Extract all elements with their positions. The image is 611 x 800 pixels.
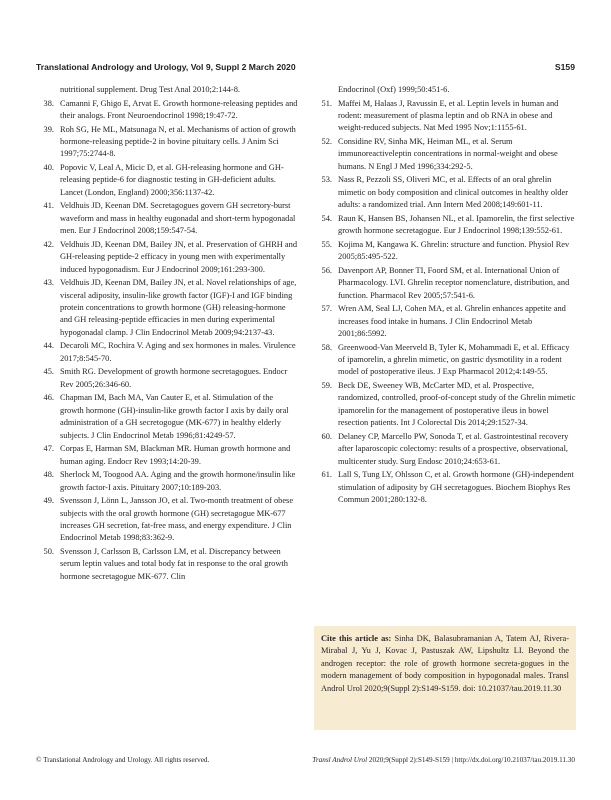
reference-text: Considine RV, Sinha MK, Heiman ML, et al. Serum immunoreactiveleptin concentrations in normal-weight and obese humans. N Engl J Med 1996;334:292-5.: [338, 137, 558, 171]
reference-item: [314, 84, 576, 96]
reference-item: [314, 174, 576, 211]
reference-text: Beck DE, Sweeney WB, McCarter MD, et al. Prospective, randomized, controlled, proof-of-concept study of the Ghrelin mimetic ipamorelin for the management of postoperative ileus in bowel resection patients. Int J Colorectal Dis 2014;29:1527-34.: [338, 381, 576, 428]
reference-text: Wren AM, Seal LJ, Cohen MA, et al. Ghrelin enhances appetite and increases food intake in humans. J Clin Endocrinol Metab 2001;86:5992.: [338, 304, 566, 339]
reference-item: [314, 136, 576, 173]
reference-text: Davenport AP, Bonner TI, Foord SM, et al. International Union of Pharmacology. LVI. Ghrelin receptor nomenclature, distribution, and function. Pharmacol Rev 2005;57:541-6.: [338, 265, 570, 300]
reference-number: 45.: [43, 367, 54, 377]
reference-item: [314, 431, 576, 468]
reference-text: Veldhuis JD, Keenan DM. Secretagogues govern GH secretory-burst waveform and mass in healthy eugonadal and short-term hypogonadal men. Eur J Endocrinol 2008;159:547-54.: [60, 201, 296, 236]
reference-item: [36, 239, 298, 276]
reference-number: 48.: [43, 470, 54, 480]
reference-text: Popovic V, Leal A, Micic D, et al. GH-releasing hormone and GH-releasing peptide-6 for diagnostic testing in GH-deficient adults. Lancet (London, England) 2000;356:1137-42.: [60, 163, 284, 197]
citation-box: [314, 626, 576, 730]
reference-number: 57.: [321, 304, 332, 314]
reference-number: 43.: [43, 278, 54, 288]
reference-item: [314, 213, 576, 238]
reference-text: Raun K, Hansen BS, Johansen NL, et al. Ipamorelin, the first selective growth hormone secretagogue. Eur J Endocrinol 1998;139:552-61.: [338, 213, 575, 236]
reference-text: Chapman IM, Bach MA, Van Cauter E, et al. Stimulation of the growth hormone (GH)-insulin-like growth factor I axis by daily oral administration of a GH secretogogue (MK-677) in healthy elderly subjects. J Clin Endocrinol Metab 1996;81:4249-57.: [60, 393, 289, 440]
citation-text: Sinha DK, Balasubramanian A, Tatem AJ, Rivera-Mirabal J, Yu J, Kovac J, Pastuszak AW, Lipshultz LI. Beyond the androgen receptor: the role of growth hormone secreta-gogues in the modern management of body composition in hypogonadal males. Transl Androl Urol 2020;9(Suppl 2):S149-S159. doi: 10.21037/tau.2019.11.30: [321, 634, 570, 693]
reference-number: 61.: [321, 470, 332, 480]
reference-item: [36, 340, 298, 365]
reference-text: Delaney CP, Marcello PW, Sonoda T, et al. Gastrointestinal recovery after laparoscopic colectomy: results of a prospective, observational, multicenter study. Surg Endosc 2010;24:653-61.: [338, 431, 569, 466]
reference-item: [314, 303, 576, 340]
reference-number: 59.: [321, 381, 332, 391]
reference-column-right: [314, 84, 576, 508]
reference-number: 53.: [321, 175, 332, 185]
reference-number: 58.: [321, 342, 332, 352]
reference-text: Kojima M, Kangawa K. Ghrelin: structure and function. Physiol Rev 2005;85:495-522.: [338, 239, 570, 262]
reference-number: 55.: [321, 239, 332, 249]
reference-number: 40.: [43, 163, 54, 172]
reference-text: Veldhuis JD, Keenan DM, Bailey JN, et al. Preservation of GHRH and GH-releasing peptide-2 efficacy in young men with experimentally induced hypogonadism. Eur J Endocrinol 2009;161:293-300.: [60, 239, 298, 274]
reference-number: 54.: [321, 213, 332, 223]
reference-item: [36, 546, 298, 583]
reference-item: [36, 84, 298, 96]
reference-text: Nass R, Pezzoli SS, Oliveri MC, et al. Effects of an oral ghrelin mimetic on body composition and clinical outcomes in healthy older adults: a randomized trial. Ann Intern Med 2008;149:601-11.: [338, 175, 569, 210]
reference-item: [36, 443, 298, 468]
reference-number: 38.: [43, 98, 54, 108]
reference-text: nutritional supplement. Drug Test Anal 2010;2:144-8.: [60, 85, 240, 94]
footer-journal: Transl Androl Urol: [312, 756, 368, 764]
copyright-notice: © Translational Andrology and Urology. All rights reserved.: [36, 756, 210, 764]
reference-item: [314, 239, 576, 264]
footer-doi: 2020;9(Suppl 2):S149-S159 | http://dx.doi.org/10.21037/tau.2019.11.30: [368, 756, 575, 764]
reference-item: [36, 162, 298, 199]
reference-number: 44.: [43, 341, 54, 351]
reference-number: 49.: [43, 496, 54, 506]
reference-item: [36, 98, 298, 123]
reference-item: [36, 495, 298, 545]
reference-text: Veldhuis JD, Keenan DM, Bailey JN, et al. Novel relationships of age, visceral adiposity, insulin-like growth factor (IGF)-I and IGF binding protein concentrations to growth hormone (GH) releasing-hormone and GH releasing-peptide efficacies in men during experimental hypogonadal clamp. J Clin Endocrinol Metab 2009;94:2137-43.: [60, 278, 297, 337]
reference-text: Svensson J, Lönn L, Jansson JO, et al. Two-month treatment of obese subjects with the oral growth hormone (GH) secretagogue MK-677 increases GH secretion, fat-free mass, and energy expenditure. J Clin Endocrinol Metab 1998;83:362-9.: [60, 496, 294, 543]
page-number: S159: [554, 62, 575, 72]
reference-text: Roh SG, He ML, Matsunaga N, et al. Mechanisms of action of growth hormone-releasing peptide-2 in bovine pituitary cells. J Anim Sci 1997;75:2744-8.: [60, 124, 296, 159]
reference-item: [314, 342, 576, 379]
reference-number: 52.: [321, 137, 332, 146]
journal-title: Translational Andrology and Urology, Vol 9, Suppl 2 March 2020: [36, 62, 296, 72]
reference-number: 60.: [321, 431, 332, 441]
reference-text: Endocrinol (Oxf) 1999;50:451-6.: [338, 85, 450, 94]
reference-text: Corpas E, Harman SM, Blackman MR. Human growth hormone and human aging. Endocr Rev 1993;14:20-39.: [60, 444, 291, 466]
reference-text: Maffei M, Halaas J, Ravussin E, et al. Leptin levels in human and rodent: measurement of plasma leptin and ob RNA in obese and weight-reduced subjects. Nat Med 1995 Nov;1:1155-61.: [338, 98, 559, 133]
footer-citation: [312, 756, 575, 764]
reference-number: 56.: [321, 265, 332, 275]
reference-number: 41.: [43, 201, 54, 211]
reference-item: [36, 469, 298, 494]
reference-item: [314, 469, 576, 506]
reference-item: [36, 200, 298, 237]
reference-number: 42.: [43, 239, 54, 249]
reference-number: 39.: [43, 124, 54, 134]
reference-item: [314, 265, 576, 302]
reference-number: 50.: [43, 547, 54, 557]
reference-item: [36, 277, 298, 339]
reference-text: Greenwood-Van Meerveld B, Tyler K, Mohammadi E, et al. Efficacy of ipamorelin, a ghrelin mimetic, on gastric dysmotility in a rodent model of postoperative ileus. J Exp Pharmacol 2012;4:149-55.: [338, 342, 570, 377]
reference-text: Svensson J, Carlsson B, Carlsson LM, et al. Discrepancy between serum leptin values and total body fat in response to the oral growth hormone secretagogue MK-677. Clin: [60, 547, 288, 581]
reference-number: 47.: [43, 444, 54, 454]
citation-label: Cite this article as:: [321, 634, 392, 643]
reference-text: Lall S, Tung LY, Ohlsson C, et al. Growth hormone (GH)-independent stimulation of adiposity by GH secretagogues. Biochem Biophys Res Commun 2001;280:132-8.: [338, 470, 574, 505]
reference-number: 51.: [321, 98, 332, 108]
reference-number: 46.: [43, 393, 54, 403]
reference-text: Smith RG. Development of growth hormone secretagogues. Endocr Rev 2005;26:346-60.: [60, 367, 288, 389]
reference-item: [36, 392, 298, 442]
reference-item: [314, 380, 576, 430]
reference-text: Camanni F, Ghigo E, Arvat E. Growth hormone-releasing peptides and their analogs. Front Neuroendocrinol 1998;19:47-72.: [60, 98, 298, 120]
reference-text: Decaroli MC, Rochira V. Aging and sex hormones in males. Virulence 2017;8:545-70.: [60, 341, 296, 363]
reference-column-left: [36, 84, 298, 584]
reference-item: [36, 366, 298, 391]
reference-text: Sherlock M, Toogood AA. Aging and the growth hormone/insulin like growth factor-I axis. Pituitary 2007;10:189-203.: [60, 470, 296, 492]
reference-item: [36, 124, 298, 161]
reference-item: [314, 98, 576, 135]
